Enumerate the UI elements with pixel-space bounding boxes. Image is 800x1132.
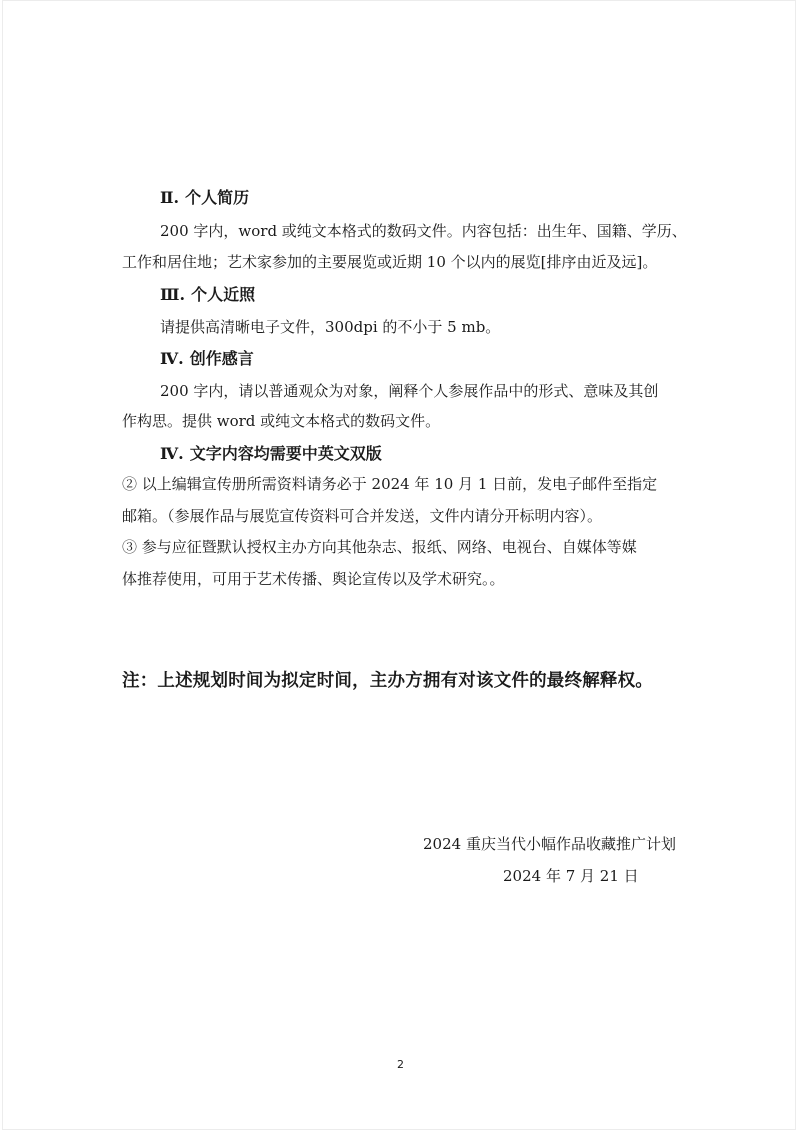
disclaimer-note [122,670,653,692]
note-label: 注： [122,671,158,691]
authorization-line-1: ③ 参与应征暨默认授权主办方向其他杂志、报纸、网络、电视台、自媒体等媒 [122,538,637,556]
page-number: 2 [397,1058,404,1071]
resume-line-1: 200 字内，word 或纯文本格式的数码文件。内容包括：出生年、国籍、学历、 [160,222,687,240]
section-heading-resume [160,188,249,208]
signature-date: 2024 年 7 月 21 日 [503,867,639,885]
section-title: 文字内容均需要中英文双版 [189,444,382,463]
statement-line-1: 200 字内，请以普通观众为对象，阐释个人参展作品中的形式、意味及其创 [160,382,659,400]
section-title: 个人近照 [191,285,256,304]
resume-line-2: 工作和居住地；艺术家参加的主要展览或近期 10 个以内的展览[排序由近及远]。 [122,253,658,271]
section-heading-photo [160,285,255,305]
page-border [2,0,796,1130]
statement-line-2: 作构思。提供 word 或纯文本格式的数码文件。 [122,412,441,430]
authorization-line-2: 体推荐使用，可用于艺术传播、舆论宣传以及学术研究。。 [122,570,505,588]
section-number: Ⅱ. [160,188,180,207]
section-number: Ⅳ. [160,444,184,463]
deadline-line-2: 邮箱。（参展作品与展览宣传资料可合并发送，文件内请分开标明内容）。 [122,507,603,525]
section-title: 个人简历 [185,188,250,207]
section-heading-statement [160,349,254,369]
section-number: Ⅲ. [160,285,186,304]
section-number: Ⅳ. [160,349,184,368]
photo-line-1: 请提供高清晰电子文件，300dpi 的不小于 5 mb。 [160,318,501,336]
deadline-line-1: ② 以上编辑宣传册所需资料请务必于 2024 年 10 月 1 日前，发电子邮件至指定 [122,475,658,493]
note-text: 上述规划时间为拟定时间，主办方拥有对该文件的最终解释权。 [157,671,654,691]
section-heading-bilingual [160,444,382,464]
section-title: 创作感言 [189,349,254,368]
signature-organization: 2024 重庆当代小幅作品收藏推广计划 [423,835,676,853]
